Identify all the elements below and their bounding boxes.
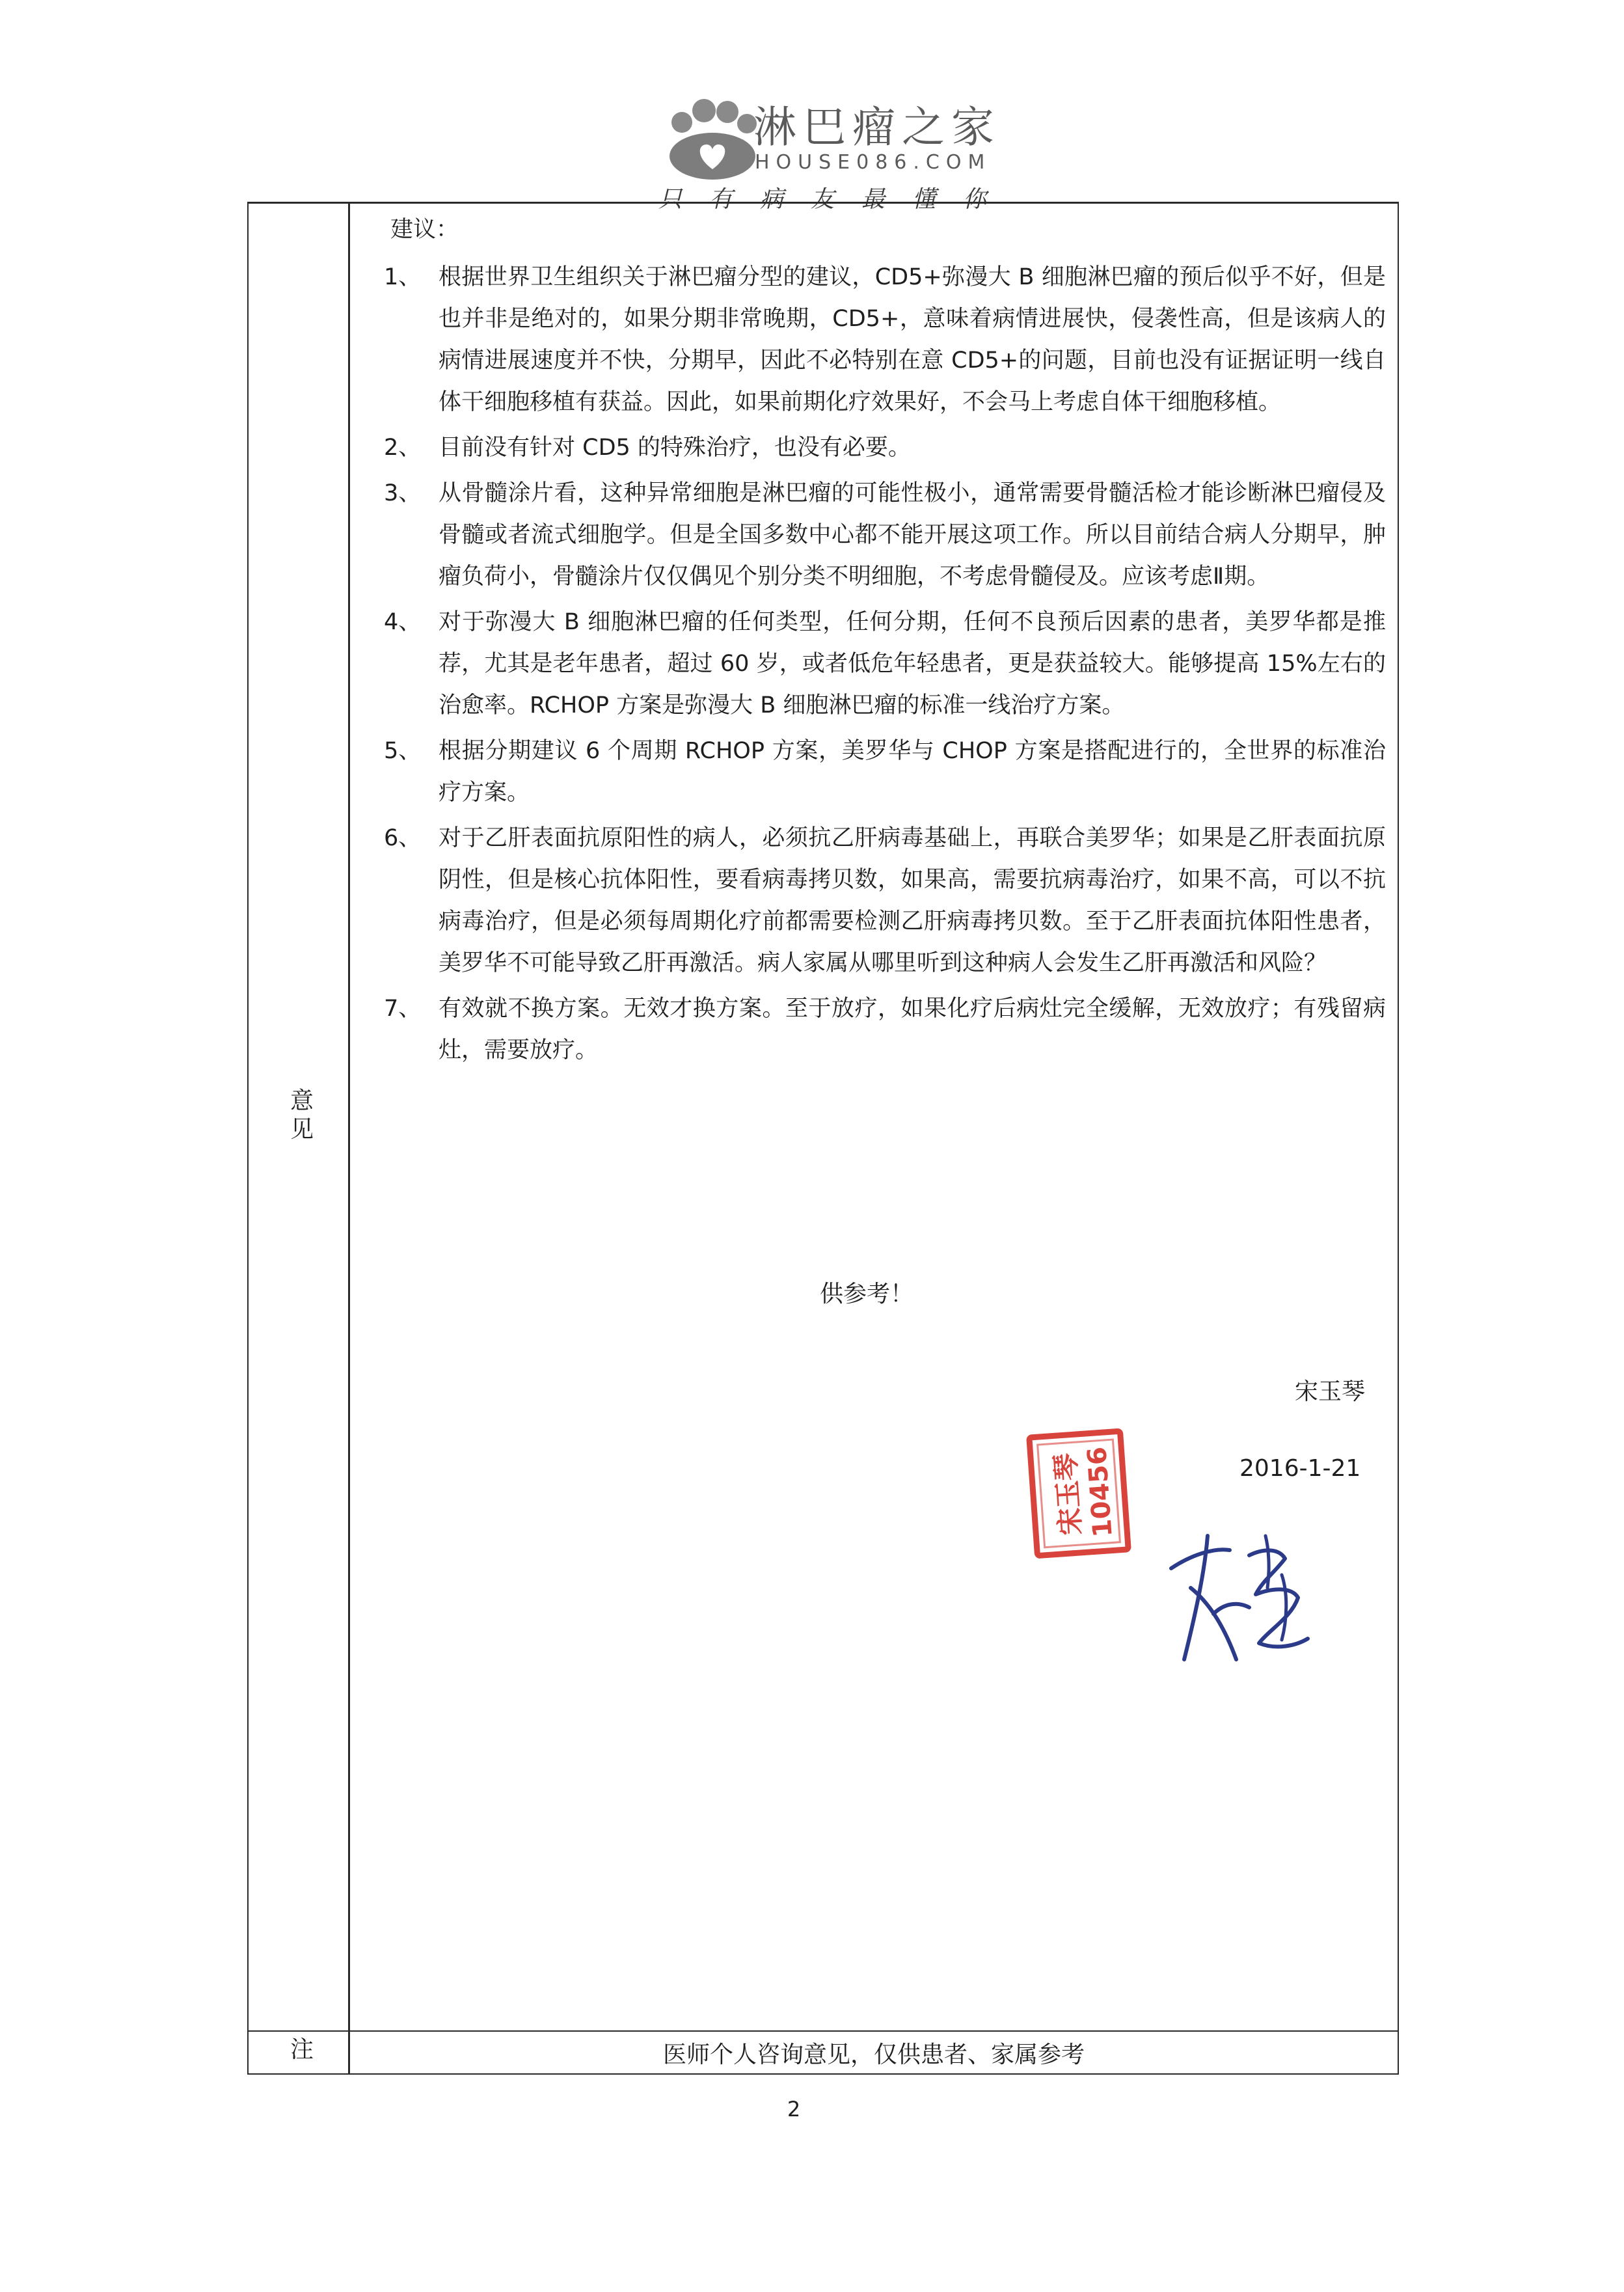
advice-number: 1、 <box>384 264 422 290</box>
people-heart-icon <box>664 96 761 181</box>
advice-item <box>384 730 1386 813</box>
note-text: 医师个人咨询意见，仅供患者、家属参考 <box>662 2041 1085 2068</box>
advice-text: 根据分期建议 6 个周期 RCHOP 方案，美罗华与 CHOP 方案是搭配进行的，全世界的标准治疗方案。 <box>439 738 1386 806</box>
slogan: 只有病友最懂你 <box>658 186 1014 213</box>
advice-number: 4、 <box>384 609 422 635</box>
logo-url: HOUSE086.COM <box>755 151 992 174</box>
row-label-note: 注 <box>290 2036 314 2063</box>
logo-title: 淋巴瘤之家 <box>753 102 1001 152</box>
signature-date: 2016-1-21 <box>1239 1455 1361 1482</box>
row-label-opinion: 意见 <box>290 1087 314 1143</box>
advice-text: 从骨髓涂片看，这种异常细胞是淋巴瘤的可能性极小，通常需要骨髓活检才能诊断淋巴瘤侵及骨髓或者流式细胞学。但是全国多数中心都不能开展这项工作。所以目前结合病人分期早，肿瘤负荷小，骨髓涂片仅仅偶见个别分类不明细胞，不考虑骨髓侵及。应该考虑Ⅱ期。 <box>439 480 1386 590</box>
advice-text: 对于弥漫大 B 细胞淋巴瘤的任何类型，任何分期，任何不良预后因素的患者，美罗华都是推荐，尤其是老年患者，超过 60 岁，或者低危年轻患者，更是获益较大。能够提高 15%左右的治愈率。RCHOP 方案是弥漫大 B 细胞淋巴瘤的标准一线治疗方案。 <box>439 609 1386 718</box>
table-row-divider <box>247 2030 1399 2032</box>
advice-item <box>384 472 1386 597</box>
advice-item <box>384 601 1386 726</box>
handwritten-signature <box>1152 1510 1321 1685</box>
opinion-content <box>384 210 1386 1075</box>
svg-text:宋玉琴: 宋玉琴 <box>1049 1452 1087 1536</box>
table-column-divider <box>348 202 350 2074</box>
advice-number: 2、 <box>384 435 422 461</box>
site-logo <box>657 91 1022 195</box>
advice-number: 5、 <box>384 738 422 764</box>
advice-text: 有效就不换方案。无效才换方案。至于放疗，如果化疗后病灶完全缓解，无效放疗；有残留病灶，需要放疗。 <box>439 996 1386 1063</box>
svg-text:10456: 10456 <box>1082 1445 1118 1538</box>
doctor-seal-stamp <box>1022 1425 1135 1562</box>
advice-item <box>384 427 1386 469</box>
advice-number: 7、 <box>384 996 422 1022</box>
signer-name: 宋玉琴 <box>1295 1378 1366 1405</box>
advice-text: 根据世界卫生组织关于淋巴瘤分型的建议，CD5+弥漫大 B 细胞淋巴瘤的预后似乎不好，但是也并非是绝对的，如果分期非常晚期，CD5+，意味着病情进展快，侵袭性高，但是该病人的病情进展速度并不快，分期早，因此不必特别在意 CD5+的问题，目前也没有证据证明一线自体干细胞移植有获益。因此，如果前期化疗效果好，不会马上考虑自体干细胞移植。 <box>439 264 1386 415</box>
closing-text: 供参考！ <box>820 1281 914 1307</box>
advice-number: 6、 <box>384 825 422 851</box>
advice-text: 目前没有针对 CD5 的特殊治疗，也没有必要。 <box>439 435 911 461</box>
advice-item <box>384 988 1386 1071</box>
advice-text: 对于乙肝表面抗原阳性的病人，必须抗乙肝病毒基础上，再联合美罗华；如果是乙肝表面抗原阴性，但是核心抗体阳性，要看病毒拷贝数，如果高，需要抗病毒治疗，如果不高，可以不抗病毒治疗，但是必须每周期化疗前都需要检测乙肝病毒拷贝数。至于乙肝表面抗体阳性患者，美罗华不可能导致乙肝再激活。病人家属从哪里听到这种病人会发生乙肝再激活和风险？ <box>439 825 1386 976</box>
page-number: 2 <box>787 2097 801 2121</box>
advice-list <box>384 256 1386 1071</box>
advice-number: 3、 <box>384 480 422 506</box>
advice-heading: 建议： <box>390 217 459 243</box>
advice-item <box>384 817 1386 984</box>
advice-item <box>384 256 1386 423</box>
